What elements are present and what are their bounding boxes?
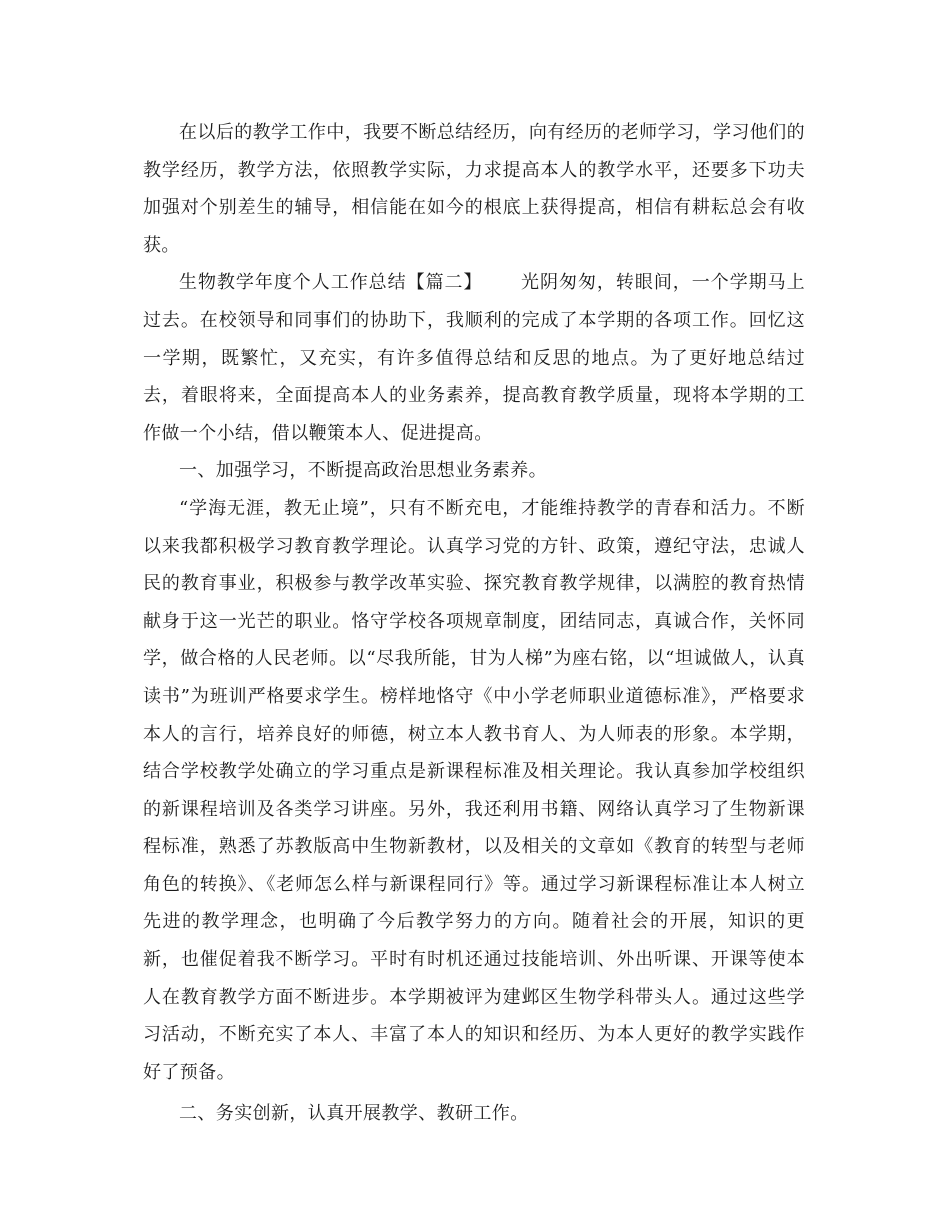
part-two-title: 生物教学年度个人工作总结【篇二】 [179, 272, 483, 294]
part-two-opening: 光阴匆匆，转眼间，一个学期马上过去。在校领导和同事们的协助下，我顺利的完成了本学期的各项工作。回忆这一学期，既繁忙，又充实，有许多值得总结和反思的地点。为了更好地总结过去，着眼将来，全面提高本人的业务素养，提高教育教学质量，现将本学期的工作做一个小结，借以鞭策本人、促进提高。 [143, 272, 805, 444]
document-body [143, 114, 805, 1133]
section-heading-one: 一、加强学习，不断提高政治思想业务素养。 [179, 460, 547, 482]
section-heading-two: 二、务实创新，认真开展教学、教研工作。 [179, 1103, 529, 1125]
paragraph-conclusion: 在以后的教学工作中，我要不断总结经历，向有经历的老师学习，学习他们的教学经历，教学方法，依照教学实际，力求提高本人的教学水平，还要多下功夫加强对个别差生的辅导，相信能在如今的根底上获得提高，相信有耕耘总会有收获。 [143, 122, 805, 256]
paragraph-part-two-intro [143, 264, 805, 452]
paragraph-study: “学海无涯，教无止境”，只有不断充电，才能维持教学的青春和活力。不断以来我都积极学习教育教学理论。认真学习党的方针、政策，遵纪守法，忠诚人民的教育事业，积极参与教学改革实验、探究教育教学规律，以满腔的教育热情献身于这一光芒的职业。恪守学校各项规章制度，团结同志，真诚合作，关怀同学，做合格的人民老师。以“尽我所能，甘为人梯”为座右铭，以“坦诚做人，认真读书”为班训严格要求学生。榜样地恪守《中小学老师职业道德标准》，严格要求本人的言行，培养良好的师德，树立本人教书育人、为人师表的形象。本学期，结合学校教学处确立的学习重点是新课程标准及相关理论。我认真参加学校组织的新课程培训及各类学习讲座。另外，我还利用书籍、网络认真学习了生物新课程标准，熟悉了苏教版高中生物新教材，以及相关的文章如《教育的转型与老师角色的转换》、《老师怎么样与新课程同行》等。通过学习新课程标准让本人树立先进的教学理念，也明确了今后教学努力的方向。随着社会的开展，知识的更新，也催促着我不断学习。平时有时机还通过技能培训、外出听课、开课等使本人在教育教学方面不断进步。本学期被评为建邺区生物学科带头人。通过这些学习活动，不断充实了本人、丰富了本人的知识和经历、为本人更好的教学实践作好了预备。 [143, 497, 805, 1083]
